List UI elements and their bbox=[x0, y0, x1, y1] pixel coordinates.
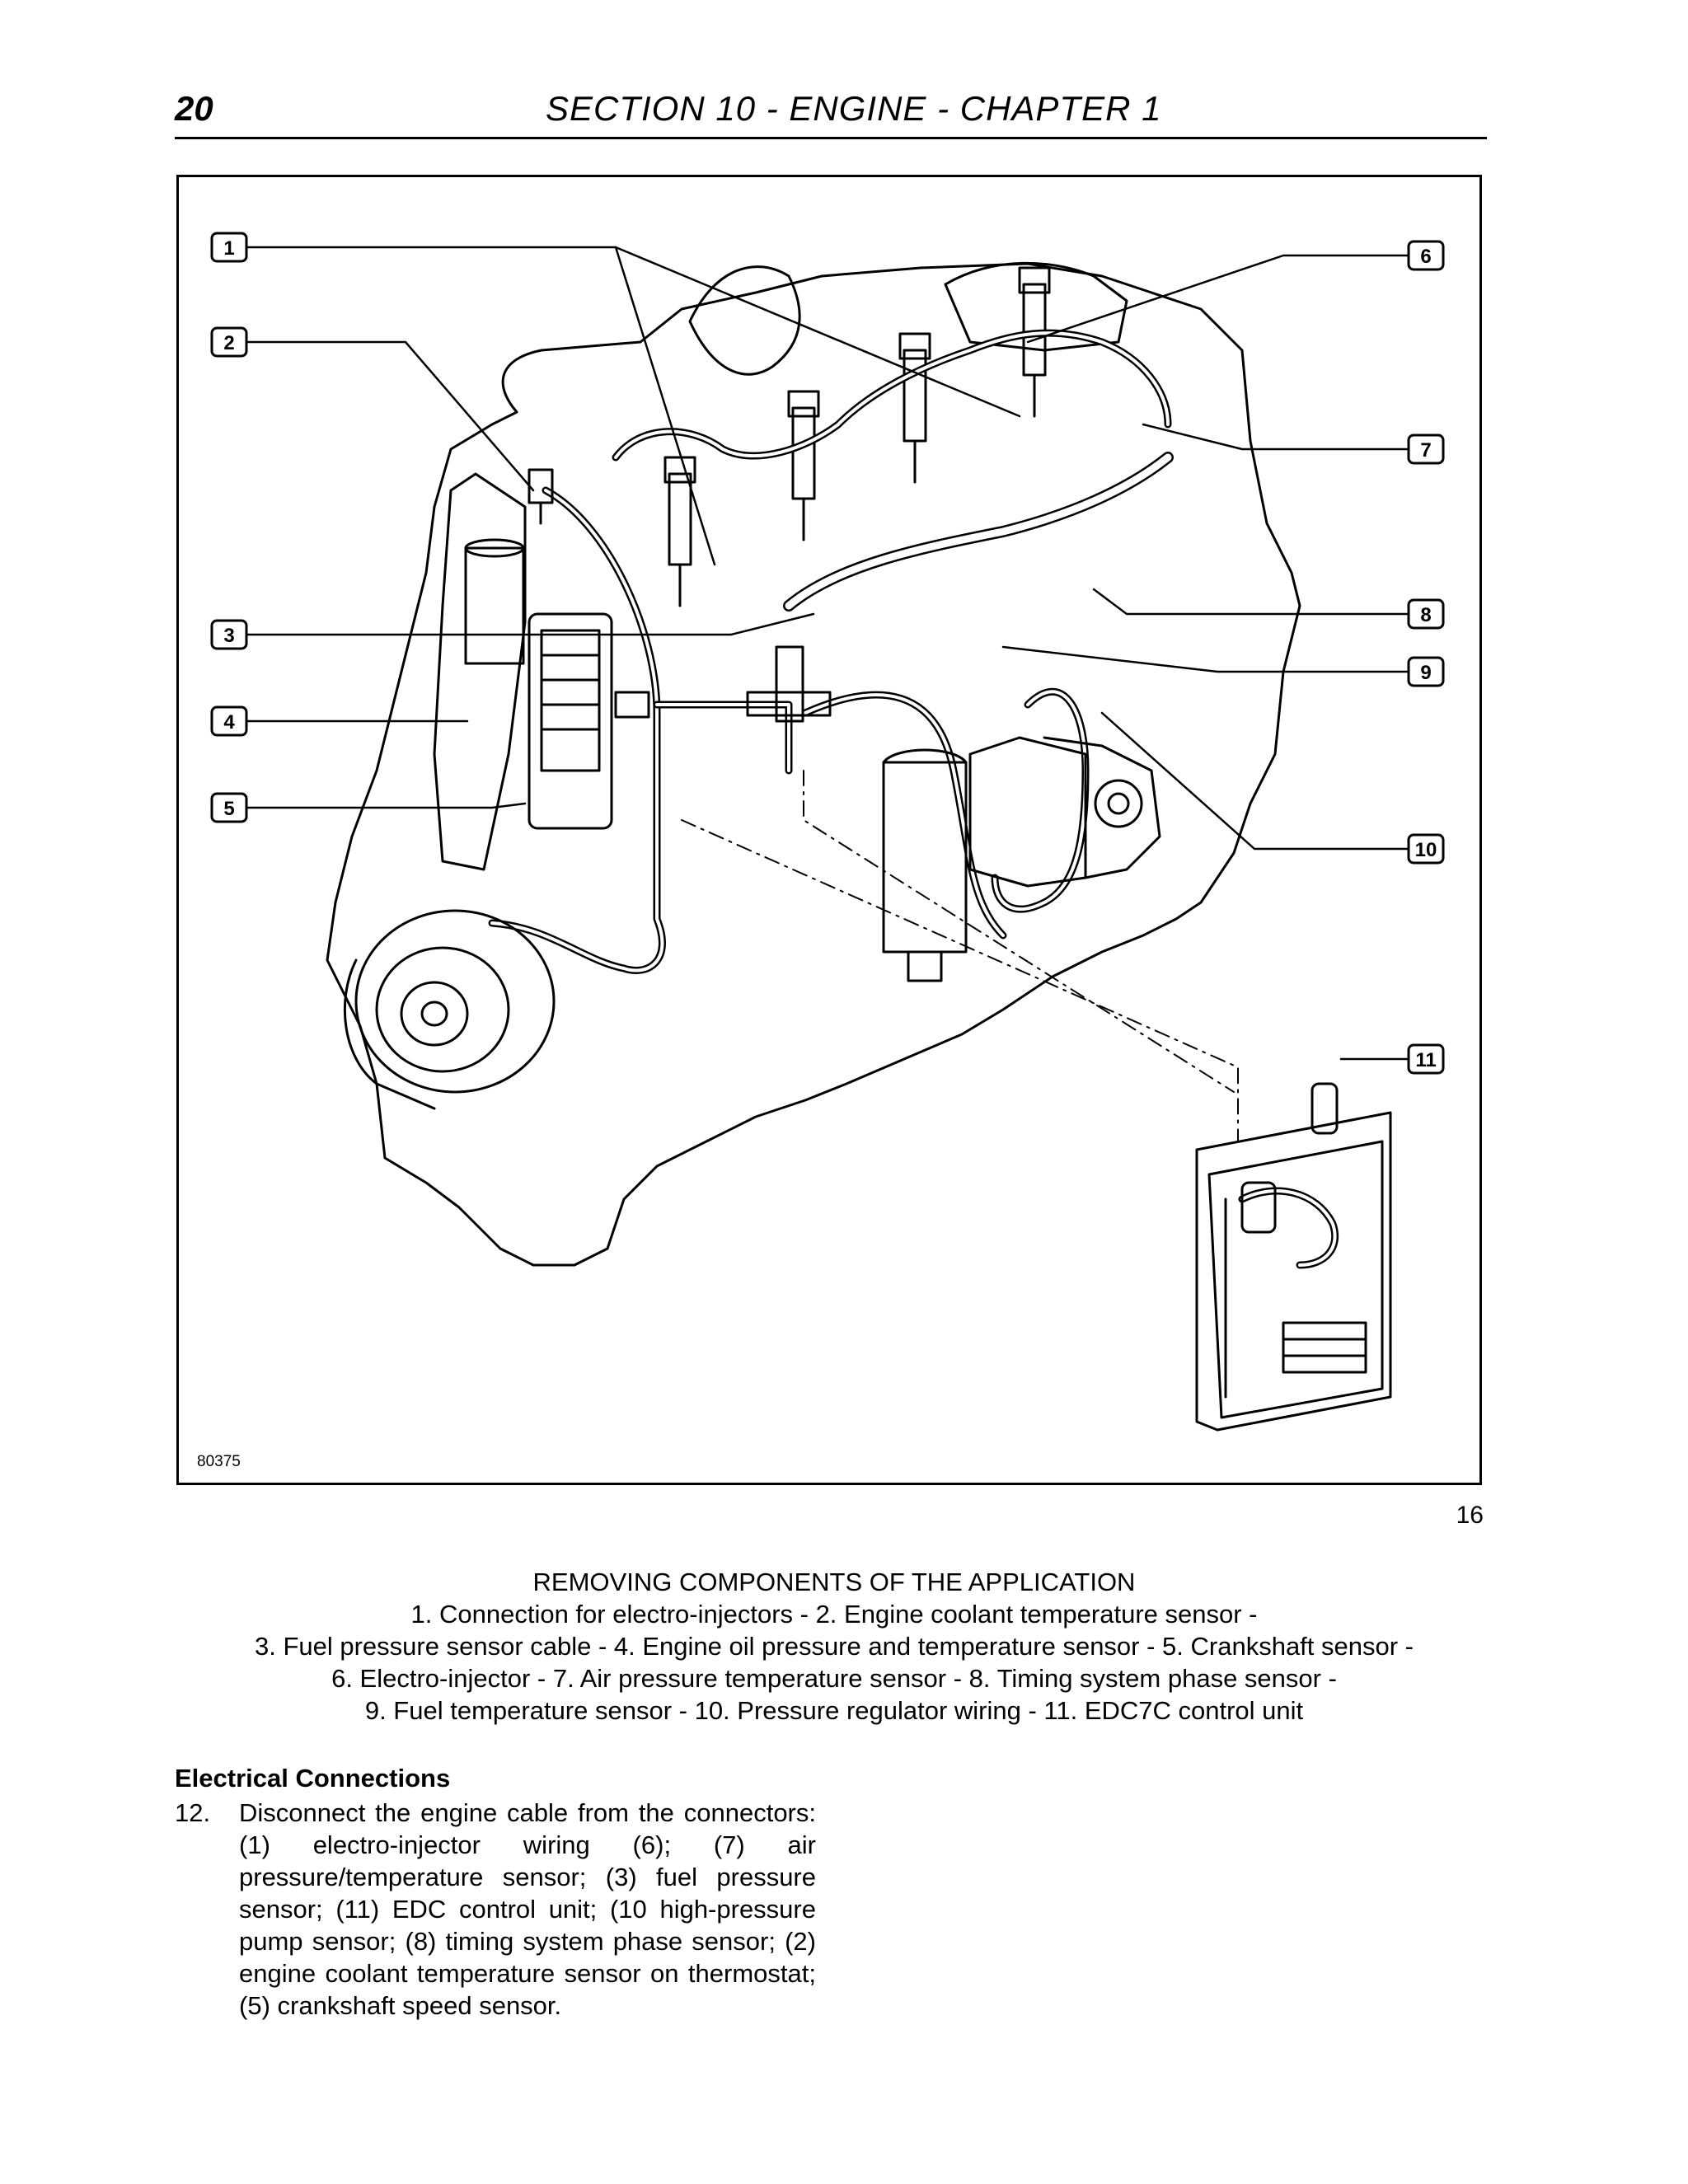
caption-line-2: 3. Fuel pressure sensor cable - 4. Engine oil pressure and temperature sensor - 5. Crankshaft sensor - bbox=[254, 1632, 1414, 1661]
callout-label-6: 6 bbox=[1420, 246, 1432, 268]
callout-label-8: 8 bbox=[1420, 604, 1432, 626]
high-pressure-pump bbox=[970, 738, 1160, 886]
injector-2 bbox=[789, 391, 818, 540]
step-text: Disconnect the engine cable from the connectors: (1) electro-injector wiring (6); (7) air pressure/temperature sensor; (3) fuel pressure sensor; (11) EDC control unit; (10 high-pressure pump sensor; (8) timing system phase sensor; (2) engine coolant temperature sensor on thermostat; (5) crankshaft speed sensor. bbox=[239, 1798, 816, 2020]
callout-label-4: 4 bbox=[223, 711, 235, 733]
coolant-sensor bbox=[529, 470, 552, 523]
section-heading: Electrical Connections bbox=[175, 1764, 451, 1793]
turbo-outline bbox=[690, 267, 799, 375]
caption-line-4: 9. Fuel temperature sensor - 10. Pressure regulator wiring - 11. EDC7C control unit bbox=[364, 1696, 1304, 1725]
callout-label-2: 2 bbox=[223, 332, 235, 354]
oil-filter bbox=[466, 540, 523, 663]
pump-cable-2 bbox=[995, 691, 1085, 909]
caption-line-3: 6. Electro-injector - 7. Air pressure temperature sensor - 8. Timing system phase sensor - bbox=[331, 1664, 1337, 1693]
callout-label-1: 1 bbox=[223, 237, 235, 260]
callout-label-7: 7 bbox=[1420, 439, 1432, 462]
header-rule bbox=[175, 137, 1487, 139]
callout-label-11: 11 bbox=[1415, 1049, 1437, 1071]
injector-harness bbox=[616, 333, 1168, 457]
leader-lines bbox=[246, 247, 1409, 1059]
dash-dot-line bbox=[682, 820, 1238, 1141]
callout-label-5: 5 bbox=[223, 798, 235, 820]
caption-line-1: 1. Connection for electro-injectors - 2. Engine coolant temperature sensor - bbox=[410, 1600, 1258, 1629]
injector-1 bbox=[665, 457, 695, 606]
injector-4 bbox=[1020, 268, 1049, 416]
left-housing-outline bbox=[434, 474, 525, 869]
engine-diagram bbox=[179, 177, 1479, 1483]
ecu bbox=[1197, 1084, 1390, 1430]
figure-caption bbox=[175, 1566, 1493, 1727]
injector-3 bbox=[900, 334, 930, 482]
dash-dot-line-2 bbox=[804, 771, 1234, 1092]
callout-label-10: 10 bbox=[1414, 839, 1437, 861]
callout-label-9: 9 bbox=[1420, 662, 1432, 684]
caption-title: REMOVING COMPONENTS OF THE APPLICATION bbox=[532, 1568, 1136, 1596]
oil-sensor-module bbox=[529, 614, 612, 828]
section-title: SECTION 10 - ENGINE - CHAPTER 1 bbox=[546, 89, 1162, 128]
callout-label-3: 3 bbox=[223, 625, 235, 647]
page-number: 20 bbox=[175, 89, 213, 128]
pump-cable-inner bbox=[805, 695, 1003, 935]
pump-cable bbox=[805, 695, 1003, 935]
figure-code: 80375 bbox=[197, 1453, 241, 1470]
page-header bbox=[175, 89, 1487, 138]
step-number: 12. bbox=[175, 1798, 211, 1827]
main-harness bbox=[789, 457, 1168, 606]
figure-number: 16 bbox=[1456, 1502, 1484, 1529]
engine-diagram-figure bbox=[176, 175, 1482, 1485]
